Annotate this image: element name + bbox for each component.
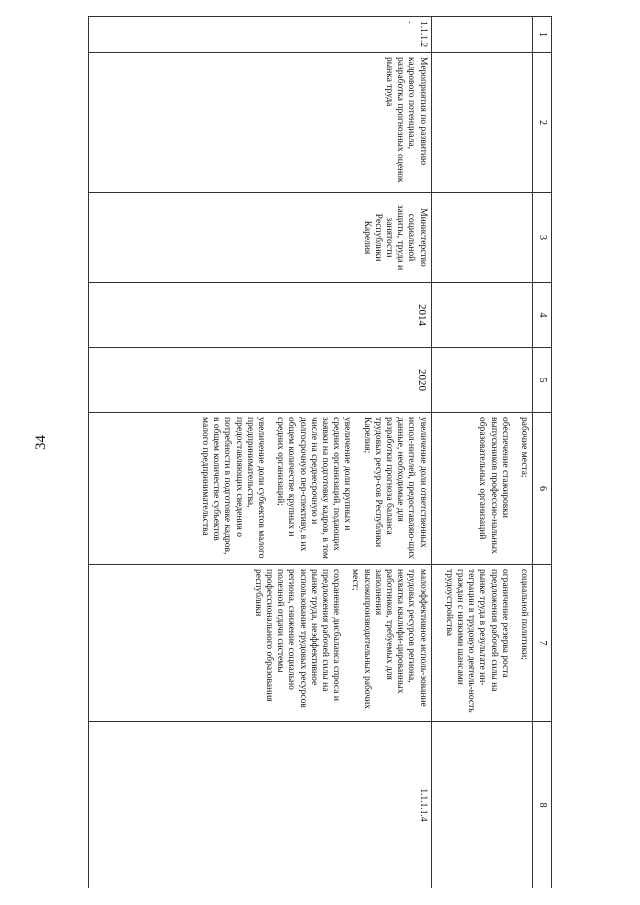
row-number-cell: [431, 17, 532, 53]
consequence-paragraph: малоэффективное исполь-зование трудовых ресурсов региона, нехватка квалифи-цированных работников, требуемых для заполнения высокопроизводительных рабочих мест;: [350, 569, 428, 709]
header-cell: 7: [533, 565, 552, 722]
header-cell: 4: [533, 283, 552, 348]
executor-cell: [431, 193, 532, 283]
start-year-cell: 2014: [89, 283, 432, 348]
page-number: 34: [33, 435, 49, 450]
table-container: [88, 16, 552, 888]
result-paragraph: увеличение доли крупных и средних организаций, подающих заявки на подготовку кадров, в том числе на среднесрочную и долгосрочную пер-спективу, в их общем количестве крупных и средних организаций;: [275, 417, 353, 559]
consequence-paragraph: ограничение резерва роста предложения рабочей силы на рынке труда в результате ин-теграции в трудовую деятель-ность граждан с низкими шансами трудоустройства: [443, 569, 510, 713]
measure-name-cell: [431, 53, 532, 193]
table-row: [89, 17, 432, 889]
table-row: [431, 17, 532, 889]
header-cell: 8: [533, 722, 552, 889]
consequence-paragraph: сохранение дисбаланса спроса и предложения рабочей силы на рынке труда, неэффективное использование трудовых ресурсов региона, снижение социально полезной отдачи системы профессионального образования республики: [252, 569, 342, 708]
row-number-cell: 1.1.1.2.: [89, 17, 432, 53]
result-paragraph: обеспечение стажировки выпускников профессио-нальных образовательных организаций: [477, 417, 510, 554]
indicator-cell: [431, 722, 532, 889]
result-paragraph: увеличение доли субъектов малого предпринимательства, предоставляющих сведения о потребности в подготовке кадров, в общем количестве субъектов малого предпринимательства: [199, 417, 266, 559]
consequence-paragraph: социальной политики;: [519, 569, 529, 660]
executor-cell: Министерство социальной защиты, труда и занятости Республики Карелия: [89, 193, 432, 283]
start-year-cell: [431, 283, 532, 348]
header-cell: 6: [533, 413, 552, 565]
header-cell: 5: [533, 348, 552, 413]
result-cell: [431, 413, 532, 565]
end-year-cell: [431, 348, 532, 413]
header-cell: 1: [533, 17, 552, 53]
indicator-cell: 1.1.1.1.4: [89, 722, 432, 889]
result-paragraph: рабочие места;: [519, 417, 529, 478]
consequence-cell: [89, 565, 432, 722]
measure-name-cell: Мероприятия по развитию кадрового потенциала, разработка прогнозных оценок рынка труда: [89, 53, 432, 193]
header-row: [533, 17, 552, 889]
rotated-page: [88, 16, 552, 888]
end-year-cell: 2020: [89, 348, 432, 413]
header-cell: 3: [533, 193, 552, 283]
consequence-cell: [431, 565, 532, 722]
header-cell: 2: [533, 53, 552, 193]
measures-table: [88, 16, 552, 888]
result-cell: [89, 413, 432, 565]
result-paragraph: увеличение доли ответственных испол-нителей, предоставляю-щих данные, необходимые для разработки прогноза баланса трудовых ресур-сов Республики Карелия;: [361, 417, 428, 559]
